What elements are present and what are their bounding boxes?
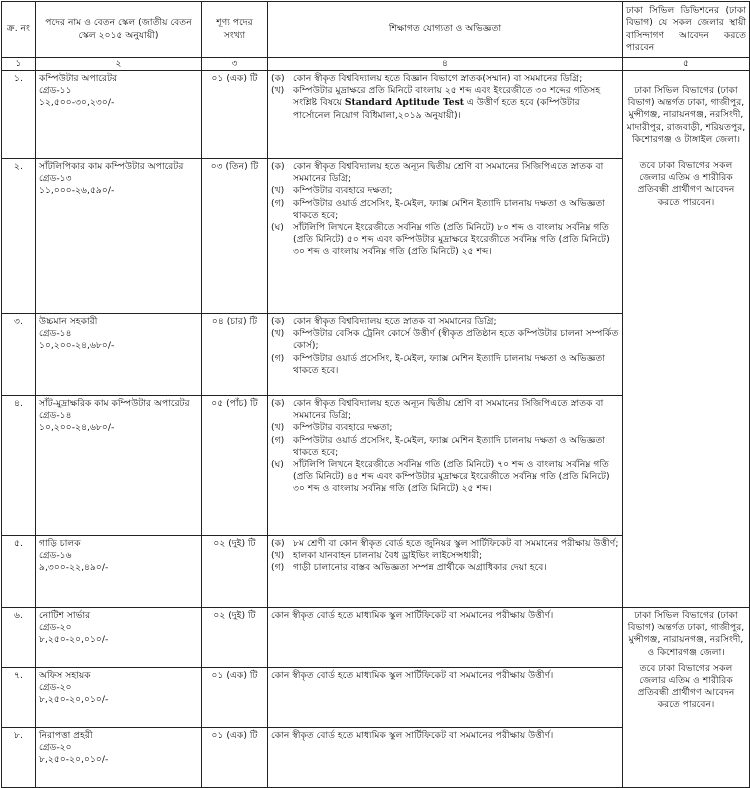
qualification-item (271, 161, 619, 185)
col-number: ৫ (623, 58, 750, 71)
item-text: ৮ম শ্রেণী বা কোন স্বীকৃত বোর্ড হতে জুনিয়র স্কুল সার্টিফিকেট বা সমমানের পরীক্ষায় উত্তীর্ণ; (293, 538, 619, 549)
serial-number: ৪. (2, 396, 36, 536)
pay-scale: ৯,৩০০-২২,৪৯০/- (39, 562, 109, 574)
item-marker: (ঘ) (271, 459, 284, 471)
item-marker: (গ) (271, 434, 285, 446)
vacancy-count: ০১ (এক) টি (202, 668, 268, 728)
item-marker: (ক) (271, 538, 285, 549)
post-grade: গ্রেড-১১ (39, 85, 72, 97)
qualification-cell (268, 71, 623, 159)
post-grade: গ্রেড-১৬ (39, 550, 72, 562)
item-marker: (খ) (271, 328, 285, 340)
eligible-districts: ঢাকা সিভিল বিভাগের (ঢাকা বিভাগ) অন্তর্গত ঢাকা, গাজীপুর, মুন্সীগঞ্জ, নারায়নগঞ্জ, নরসিংদী, মাদারীপুর, রাজবাড়ী, শরিয়তপুর, কিশোরগঞ্জ ও টাঙ্গাইল জেলা। (626, 85, 746, 145)
qualification-item (271, 85, 619, 122)
serial-number: ৭. (2, 668, 36, 728)
header-row (2, 2, 750, 58)
item-marker: (খ) (271, 550, 285, 562)
eligible-districts: ঢাকা সিভিল বিভাগের (ঢাকা বিভাগ) অন্তর্গত ঢাকা, গাজীপুর, মুন্সীগঞ্জ, নারায়নগঞ্জ, নরসিংদী, ও কিশোরগঞ্জ জেলা। (627, 610, 745, 658)
qualification-item (271, 550, 619, 562)
post-name: কম্পিউটার অপারেটর (39, 73, 118, 84)
post-name: নিরাপত্তা প্রহরী (39, 730, 93, 741)
post-cell (36, 728, 202, 788)
post-cell (36, 159, 202, 314)
serial-number: ৩. (2, 314, 36, 396)
item-text: সাঁটলিপি লিখনে ইংরেজীতে সর্বনিম্ন গতি (প্রতি মিনিটে) ৮০ শব্দ ও বাংলায় সর্বনিম্ন গতি (প্রতি মিনিটে) ৫০ শব্দ এবং কম্পিউটার মুদ্রাক্ষরে ইংরেজীতে সর্বনিম্ন গতি (প্রতি মিনিটে) ৩০ শব্দ ও বাংলায় সর্বনিম্ন গতি (প্রতি মিনিটে) ২৫ শব্দ। (293, 222, 610, 258)
post-name: উচ্চমান সহকারী (39, 316, 98, 327)
item-marker: (গ) (271, 352, 285, 364)
serial-number: ৬. (2, 608, 36, 668)
post-cell (36, 396, 202, 536)
qualification-item (271, 538, 619, 550)
qualification-cell (268, 159, 623, 314)
pay-scale: ১২,৫০০-৩০,২৩০/- (39, 97, 115, 109)
serial-number: ৮. (2, 728, 36, 788)
post-grade: গ্রেড-২০ (39, 682, 72, 694)
post-cell (36, 71, 202, 159)
item-text: গাড়ী চালানোর বাস্তব অভিজ্ঞতা সম্পন্ন প্রার্থীকে অগ্রাধিকার দেয়া হবে। (293, 562, 547, 574)
item-marker: (ক) (271, 398, 285, 409)
serial-number: ১. (2, 71, 36, 159)
qualification-item (271, 435, 619, 459)
header-sl: ক্র. নং (2, 2, 36, 58)
item-text: কোন স্বীকৃত বিশ্ববিদ্যালয় হতে অন্যূন দ্বিতীয় শ্রেণি বা সমমানের সিজিপিএতে স্নাতক বা সমমানের ডিগ্রি; (293, 161, 604, 185)
qualification-item (271, 398, 619, 422)
post-name: সাঁট-মুদ্রাক্ষরিক কাম কম্পিউটার অপারেটর (39, 398, 190, 409)
item-text: সাঁটলিপি লিখনে ইংরেজীতে সর্বনিম্ন গতি (প্রতি মিনিটে) ৭০ শব্দ ও বাংলায় সর্বনিম্ন গতি (প্রতি মিনিটে) ৪৫ শব্দ এবং কম্পিউটার মুদ্রাক্ষরে ইংরেজীতে সর্বনিম্ন গতি (প্রতি মিনিটে) ৩০ শব্দ ও বাংলায় সর্বনিম্ন গতি (প্রতি মিনিটে) ২৫ শব্দ। (293, 459, 610, 495)
item-text: কম্পিউটার ওয়ার্ড প্রসেসিং, ই-মেইল, ফ্যাক্স মেশিন ইত্যাদি চালনায় দক্ষতা ও অভিজ্ঞতা থাকতে হবে; (293, 197, 606, 221)
eligibility-cell-group1 (623, 71, 750, 608)
qualification-cell (268, 396, 623, 536)
item-marker: (ক) (271, 316, 285, 327)
post-name: নোটিশ সার্ভার (39, 610, 91, 621)
pay-scale: ৮,২৫০-২০,০১০/- (39, 694, 109, 706)
item-marker: (ক) (271, 73, 285, 84)
eligibility-note: তবে ঢাকা বিভাগের সকল জেলার এতিম ও শারীরিক প্রতিবন্ধী প্রার্থীগণ আবেদন করতে পারবেন। (637, 662, 735, 711)
item-text (293, 85, 619, 122)
post-cell (36, 314, 202, 396)
header-qualification: শিক্ষাগত যোগ্যতা ও অভিজ্ঞতা (268, 2, 623, 58)
post-name: অফিস সহায়ক (39, 670, 91, 681)
post-grade: গ্রেড-২০ (39, 622, 72, 634)
qualification-item (271, 222, 619, 259)
qualification-cell (268, 314, 623, 396)
item-marker: (খ) (271, 185, 285, 197)
pay-scale: ১০,২০০-২৪,৬৮০/- (39, 340, 115, 352)
qualification-item (271, 562, 619, 574)
header-vacancy: শূণ্য পদের সংখ্যা (202, 2, 268, 58)
item-text: হালকা যানবাহন চালনায় বৈধ ড্রাইভিং লাইসেন্সধারী; (293, 550, 483, 562)
table-row (2, 608, 750, 668)
qualification-item (271, 198, 619, 222)
item-text: কম্পিউটার বেসিক ট্রেনিং কোর্সে উত্তীর্ণ (স্বীকৃত প্রতিষ্ঠান হতে কম্পিউটার চালনা সম্পর্কিত কোর্স); (293, 328, 619, 352)
qualification-item (271, 422, 619, 434)
post-cell (36, 608, 202, 668)
item-text: কম্পিউটার ওয়ার্ড প্রসেসিং, ই-মেইল, ফ্যাক্স মেশিন ইত্যাদি চালনায় দক্ষতা ও অভিজ্ঞতা থাকতে হবে; (293, 434, 606, 458)
recruitment-table (1, 1, 750, 788)
post-name: গাড়ি চালক (39, 538, 81, 549)
col-number: ৩ (202, 58, 268, 71)
pay-scale: ৮,২৫০-২০,০১০/- (39, 754, 109, 766)
post-grade: গ্রেড-২০ (39, 742, 72, 754)
eligibility-cell-group2 (623, 608, 750, 788)
qualification-item (271, 328, 619, 352)
eligibility-note: তবে ঢাকা বিভাগের সকল জেলার এতিম ও শারীরিক প্রতিবন্ধী প্রার্থীগণ আবেদন করতে পারবেন। (637, 160, 735, 208)
qualification-cell: কোন স্বীকৃত বোর্ড হতে মাধ্যমিক স্কুল সার্টিফিকেট বা সমমানের পরীক্ষায় উত্তীর্ণ। (268, 728, 623, 788)
item-text: কম্পিউটার ব্যবহারে দক্ষতা; (293, 185, 393, 197)
post-grade: গ্রেড-১৩ (39, 173, 72, 185)
post-name: সাঁটলিপিকার কাম কম্পিউটার অপারেটর (39, 161, 184, 172)
item-marker: (গ) (271, 197, 285, 209)
item-text: কোন স্বীকৃত বিশ্ববিদ্যালয় হতে বিজ্ঞান বিভাগে স্নাতক(সম্মান) বা সমমানের ডিগ্রি; (293, 73, 583, 84)
vacancy-count: ০১ (এক) টি (202, 728, 268, 788)
qualification-item (271, 73, 619, 85)
pay-scale: ১০,২০০-২৪,৬৮০/- (39, 422, 115, 434)
post-cell (36, 536, 202, 608)
item-text-part: এ উত্তীর্ণ হতে হবে (কম্পিউটার পার্সোনেল নিয়োগ বিধিমালা,২০১৯ অনুযায়ী)। (293, 97, 580, 121)
table-row (2, 71, 750, 159)
vacancy-count: ০২ (দুই) টি (202, 536, 268, 608)
vacancy-count: ০১ (এক) টি (202, 71, 268, 159)
col-number: ২ (36, 58, 202, 71)
header-post: পদের নাম ও বেতন স্কেল (জাতীয় বেতন স্কেল ২০১৫ অনুযায়ী) (36, 2, 202, 58)
item-marker: (গ) (271, 562, 285, 574)
item-marker: (খ) (271, 85, 285, 97)
post-grade: গ্রেড-১৪ (39, 410, 72, 422)
vacancy-count: ০২ (দুই) টি (202, 608, 268, 668)
qualification-cell: কোন স্বীকৃত বোর্ড হতে মাধ্যমিক স্কুল সার্টিফিকেট বা সমমানের পরীক্ষায় উত্তীর্ণ। (268, 668, 623, 728)
qualification-item (271, 185, 619, 197)
item-text: কম্পিউটার ব্যবহারে দক্ষতা; (293, 422, 393, 434)
column-number-row (2, 58, 750, 71)
pay-scale: ১১,০০০-২৬,৫৯০/- (39, 185, 115, 197)
post-cell (36, 668, 202, 728)
serial-number: ২. (2, 159, 36, 314)
col-number: ১ (2, 58, 36, 71)
qualification-item (271, 353, 619, 377)
item-marker: (ঘ) (271, 222, 284, 234)
item-marker: (খ) (271, 422, 285, 434)
header-eligibility: ঢাকা সিভিল ডিভিশনের (ঢাকা বিভাগ) যে সকল জেলার স্থায়ী বাসিন্দাগণ আবেদন করতে পারবেন (623, 2, 750, 58)
pay-scale: ৮,২৫০-২০,০১০/- (39, 634, 109, 646)
item-text: কোন স্বীকৃত বিশ্ববিদ্যালয় হতে স্নাতক বা সমমানের ডিগ্রি; (293, 316, 497, 327)
qualification-cell (268, 536, 623, 608)
aptitude-test-name: Standard Aptitude Test (344, 97, 464, 109)
qualification-cell: কোন স্বীকৃত বোর্ড হতে মাধ্যমিক স্কুল সার্টিফিকেট বা সমমানের পরীক্ষায় উত্তীর্ণ। (268, 608, 623, 668)
col-number: ৪ (268, 58, 623, 71)
item-text: কম্পিউটার ওয়ার্ড প্রসেসিং, ই-মেইল, ফ্যাক্স মেশিন ইত্যাদি চালনায় দক্ষতা ও অভিজ্ঞতা থাকতে হবে। (293, 352, 606, 376)
serial-number: ৫. (2, 536, 36, 608)
item-text: কোন স্বীকৃত বিশ্ববিদ্যালয় হতে অন্যূন দ্বিতীয় শ্রেণি বা সমমানের সিজিপিএতে স্নাতক বা সমমানের ডিগ্রি; (293, 398, 604, 422)
item-marker: (ক) (271, 161, 285, 172)
post-grade: গ্রেড-১৪ (39, 328, 72, 340)
item-text-part: কম্পিউটার মুদ্রাক্ষরে প্রতি মিনিটে বাংলায় ২৫ শব্দ এবং ইংরেজীতে ৩০ শব্দের গতিসহ সংশ্লিষ্ট বিষয়ে (293, 85, 601, 109)
vacancy-count: ০৪ (চার) টি (202, 314, 268, 396)
vacancy-count: ০৩ (তিন) টি (202, 159, 268, 314)
qualification-item (271, 316, 619, 328)
qualification-item (271, 459, 619, 496)
vacancy-count: ০৫ (পাঁচ) টি (202, 396, 268, 536)
